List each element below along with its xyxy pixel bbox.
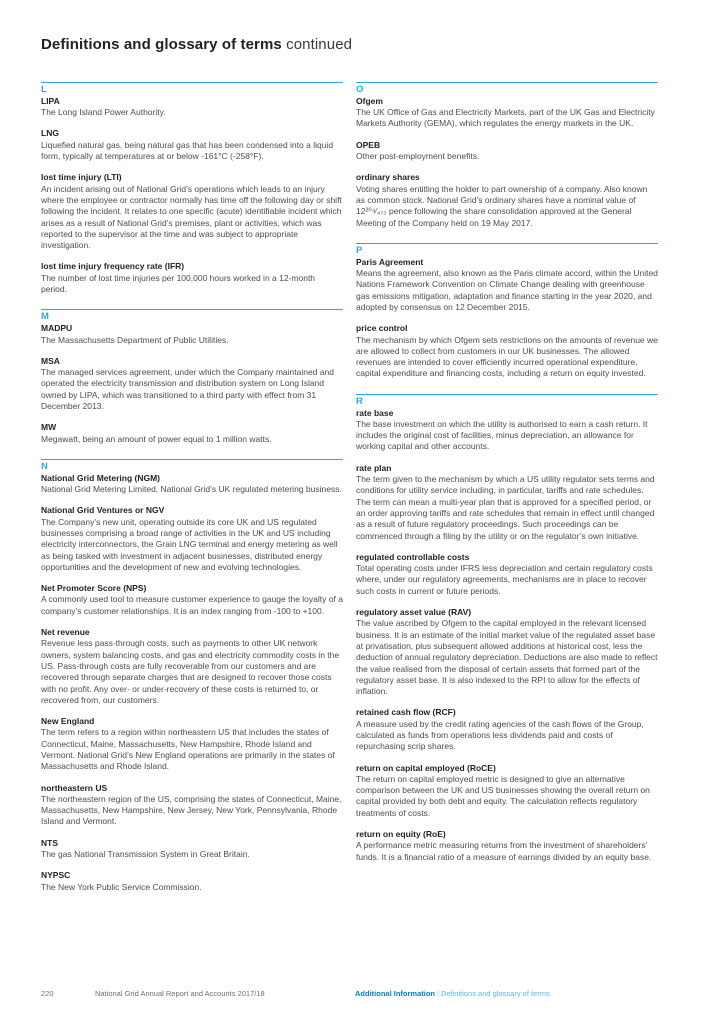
glossary-entry-ngv [41,505,343,573]
left-column [41,82,343,893]
glossary-entry-paris-agreement [356,257,658,313]
definition: The term refers to a region within northeastern US that includes the states of Connecticut, Maine, Massachusetts, New Hampshire, Rhode Island and Vermont. National Grid’s New England operations are primarily in the states of Massachusetts and Rhode Island. [41,727,335,772]
term: Net revenue [41,627,90,638]
term: price control [356,323,408,334]
section-letter: L [41,84,47,95]
glossary-entry-ifr [41,261,343,295]
section-p [356,243,658,380]
glossary-entry-opeb [356,140,658,163]
glossary-entry-roce [356,763,658,819]
glossary-entry-nts [41,838,343,861]
footer-breadcrumb [355,989,550,998]
glossary-entry-nypsc [41,870,343,893]
definition: Revenue less pass-through costs, such as payments to other UK network owners, system balancing costs, and gas and electricity commodity costs in the US. Pass-through costs are fully recoverable from our customers and are recovered through separate charges that are designed to recover those costs with no profit. Any over- or under-recovery of these costs is returned to, or recovered from, our customers. [41,638,340,705]
definition: A performance metric measuring returns from the investment of shareholders’ funds. It is a financial ratio of a measure of earnings divided by an equity base. [356,840,652,862]
definition: The base investment on which the utility is authorised to earn a cash return. It includes the original cost of facilities, minus depreciation, an allowance for working capital and other accounts. [356,418,648,452]
section-rule [41,459,343,460]
definition: The Massachusetts Department of Public Utilities. [41,334,229,345]
glossary-entry-mw [41,422,343,445]
right-column [356,82,658,863]
glossary-entry-regulated-controllable-costs [356,552,658,597]
term: rate plan [356,462,392,473]
term: retained cash flow (RCF) [356,707,456,718]
definition: The Company’s new unit, operating outside its core UK and US regulated businesses comprising a broad range of activities in the UK and US including electricity interconnectors, the Grain LNG terminal and energy metering as well as being tasked with investment in adjacent businesses, distributed energy opportunities and the development of new and evolving technologies. [41,516,338,572]
definition: An incident arising out of National Grid’s operations which leads to an injury where the employee or contractor normally has time off the following day or shift following the incident. It relates to one specific (acute) identifiable incident which arises as a result of National Grid’s premises, plant or activities, which was reported to the supervisor at the time and was subject to appropriate investigation. [41,183,342,251]
glossary-entry-rate-base [356,408,658,453]
section-rule [41,82,343,83]
definition: Other post-employment benefits. [356,151,480,162]
term: National Grid Metering (NGM) [41,472,160,483]
glossary-entry-lti [41,172,343,251]
definition: A commonly used tool to measure customer experience to gauge the loyalty of a company’s customer relationships. It is an index ranging from -100 to +100. [41,594,343,616]
definition: Voting shares entitling the holder to part ownership of a company. Also known as common stock. National Grid’s ordinary shares have a nominal value of 12²⁰⁴⁄₄₇₃ pence following the share consolidation approved at the General Meeting of the Company held on 19 May 2017. [356,183,648,228]
definition: The managed services agreement, under which the Company maintained and operated the electricity transmission and distribution system on Long Island owned by LIPA, which was transitioned to a third party with effect from 31 December 2013. [41,367,334,411]
term: Net Promoter Score (NPS) [41,583,147,594]
definition: Means the agreement, also known as the Paris climate accord, within the United Nations Framework Convention on Climate Change dealing with greenhouse gas emissions mitigation, adaptation and finance starting in the year 2020, and adopted by consensus on 12 December 2015. [356,268,658,312]
page-footer [0,989,724,1003]
glossary-entry-northeastern-us [41,783,343,828]
page-title-main: Definitions and glossary of terms [41,36,282,53]
glossary-entry-ofgem [356,96,658,130]
term: return on equity (RoE) [356,829,446,840]
term: Ofgem [356,95,383,106]
glossary-entry-net-revenue [41,627,343,706]
definition: The return on capital employed metric is designed to give an alternative comparison between the UK and US businesses showing the overall return on capital provided by both debt and equity. The calculation reflects regulatory treatments of costs. [356,773,650,818]
section-letter: N [41,460,48,472]
term: MW [41,422,57,433]
section-n [41,459,343,893]
term: National Grid Ventures or NGV [41,505,165,516]
definition: The mechanism by which Ofgem sets restrictions on the amounts of revenue we are allowed to collect from customers in our UK businesses. The allowed revenues are intended to cover efficiently incurred operational expenditure, capital expenditure and financing costs, including a return on equity invested. [356,334,658,379]
definition: The northeastern region of the US, comprising the states of Connecticut, Maine, Massachusetts, New Hampshire, New Jersey, New York, Pennsylvania, Rhode Island and Vermont. [41,793,342,827]
section-letter: R [356,395,363,407]
term: MADPU [41,323,73,334]
section-rule [356,394,658,395]
page-title-continued: continued [281,36,353,53]
glossary-entry-lng [41,128,343,162]
glossary-columns [41,82,683,893]
term: LNG [41,128,59,139]
page-title [41,36,683,53]
section-o [356,82,658,229]
term: return on capital employed (RoCE) [356,762,496,773]
section-l [41,82,343,295]
section-r [356,394,658,863]
definition: The value ascribed by Ofgem to the capital employed in the relevant licensed business. It is an estimate of the initial market value of the regulated asset base at privatisation, plus subsequent allowed additions at historical cost, less the deduction of annual regulatory depreciation. Deductions are also made to reflect the value realised from the disposal of certain assets that formed part of the regulatory asset base. It is also indexed to the RPI to allow for the effects of inflation. [356,618,658,697]
footer-separator: | [437,989,439,998]
term: MSA [41,355,60,366]
section-m [41,309,343,445]
glossary-entry-madpu [41,323,343,346]
definition: A measure used by the credit rating agencies of the cash flows of the Group, calculated as funds from operations less dividends paid and costs of repurchasing scrip shares. [356,718,644,752]
term: OPEB [356,139,381,150]
section-rule [356,243,658,244]
term: NTS [41,837,58,848]
section-letter: O [356,84,364,95]
term: regulated controllable costs [356,551,470,562]
glossary-entry-nps [41,583,343,617]
term: NYPSC [41,870,71,881]
glossary-entry-ngm [41,473,343,496]
section-letter: P [356,244,363,256]
term: ordinary shares [356,172,420,183]
term: New England [41,716,95,727]
definition: Total operating costs under IFRS less depreciation and certain regulatory costs where, under our regulatory agreements, mechanisms are in place to recover such costs in current or future periods. [356,563,653,596]
term: northeastern US [41,782,108,793]
definition: The New York Public Service Commission. [41,881,202,892]
glossary-entry-ordinary-shares [356,172,658,228]
section-rule [356,82,658,83]
definition: Megawatt, being an amount of power equal to 1 million watts. [41,433,272,444]
definition: The Long Island Power Authority. [41,107,166,118]
glossary-entry-rate-plan [356,463,658,542]
term: lost time injury frequency rate (IFR) [41,261,185,272]
glossary-entry-roe [356,829,658,863]
definition: The UK Office of Gas and Electricity Markets, part of the UK Gas and Electricity Markets Authority (GEMA), which regulates the energy markets in the UK. [356,107,655,129]
glossary-entry-msa [41,356,343,412]
glossary-entry-rcf [356,707,658,752]
definition: Liquefied natural gas, being natural gas that has been condensed into a liquid form, typically at temperatures at or below -161°C (-258°F). [41,139,334,162]
footer-section-label: Additional Information [355,989,435,998]
definition: The term given to the mechanism by which a US utility regulator sets terms and conditions for utility service including, in particular, tariffs and rate schedules. The term can mean a multi-year plan that is approved for a specified period, or an order approving tariffs and rate schedules that remain in effect until changed as a result of future regulatory proceedings. Such proceedings can be commenced through a filing by the utility or on the regulator’s own initiative. [356,474,655,541]
term: regulatory asset value (RAV) [356,607,472,618]
definition: National Grid Metering Limited, National Grid’s UK regulated metering business. [41,484,342,495]
term: rate base [356,407,394,418]
glossary-entry-price-control [356,323,658,379]
glossary-entry-rav [356,607,658,697]
glossary-entry-lipa [41,96,343,119]
definition: The number of lost time injuries per 100,000 hours worked in a 12-month period. [41,272,316,295]
glossary-entry-new-england [41,716,343,772]
report-title: National Grid Annual Report and Accounts 2017/18 [95,989,265,998]
definition: The gas National Transmission System in Great Britain. [41,849,250,860]
section-letter: M [41,311,49,323]
page-number: 220 [41,989,54,998]
term: LIPA [41,95,60,106]
term: Paris Agreement [356,256,424,267]
section-rule [41,309,343,310]
term: lost time injury (LTI) [41,172,122,183]
footer-subsection-label: Definitions and glossary of terms [440,989,550,998]
